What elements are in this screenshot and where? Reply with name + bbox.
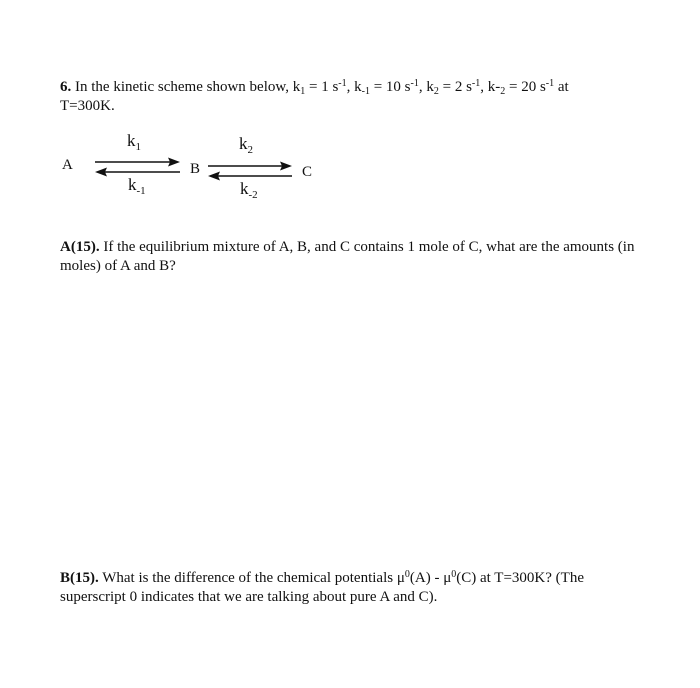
species-c: C [302, 164, 313, 180]
km1-value: = 10 s [369, 79, 411, 95]
km1-label-subscript: -1 [136, 185, 146, 197]
species-b: B [190, 161, 201, 177]
separator: , [418, 79, 427, 95]
km2-label-symbol: k [240, 179, 249, 198]
bc-forward-arrow [208, 162, 292, 171]
km2-symbol: k- [487, 79, 501, 95]
k1-subscript: 1 [300, 86, 306, 97]
km2-unit-exponent: -1 [545, 78, 555, 89]
part-b-text-2: (A) - μ [409, 570, 452, 586]
k2-label-subscript: 2 [247, 144, 253, 156]
separator: , [346, 79, 355, 95]
k1-label-subscript: 1 [135, 141, 141, 153]
separator: , [480, 79, 488, 95]
part-b-superscript-1: 0 [404, 569, 410, 580]
part-a-text: If the equilibrium mixture of A, B, and C contains 1 mole of C, what are the amounts (in moles) of A and B? [60, 239, 635, 274]
part-a-question [60, 238, 645, 276]
km2-label-subscript: -2 [248, 189, 258, 201]
part-b-superscript-2: 0 [451, 569, 457, 580]
ab-reverse-arrow [95, 168, 180, 177]
problem-intro: In the kinetic scheme shown below, [75, 79, 293, 95]
bc-reverse-arrow [208, 172, 292, 181]
km1-unit-exponent: -1 [410, 78, 419, 89]
k1-symbol: k [292, 79, 301, 95]
km1-subscript: -1 [361, 86, 370, 97]
species-a: A [62, 157, 73, 173]
part-b-text-3: (C) at T=300K? (The superscript 0 indicates that we are talking about pure A and C). [60, 570, 584, 605]
k2-label-symbol: k [239, 134, 248, 153]
k2-subscript: 2 [433, 86, 439, 97]
km1-label-symbol: k [128, 175, 137, 194]
km1-symbol: k [354, 79, 362, 95]
part-b-question [60, 569, 645, 607]
k1-value: = 1 s [305, 79, 339, 95]
problem-tail: at [554, 79, 569, 95]
k2-value: = 2 s [438, 79, 472, 95]
part-a-label: A(15). [60, 239, 100, 255]
problem-number: 6. [60, 79, 72, 95]
k2-symbol: k [426, 79, 434, 95]
k1-unit-exponent: -1 [338, 78, 347, 89]
temperature-line: T=300K. [60, 98, 115, 114]
km2-value: = 20 s [505, 79, 546, 95]
km2-subscript: 2 [500, 86, 506, 97]
ab-forward-arrow [95, 158, 180, 167]
part-b-text-1: What is the difference of the chemical potentials μ [98, 570, 405, 586]
part-b-label: B(15). [60, 570, 99, 586]
k1-label-symbol: k [127, 131, 136, 150]
k2-unit-exponent: -1 [471, 78, 481, 89]
